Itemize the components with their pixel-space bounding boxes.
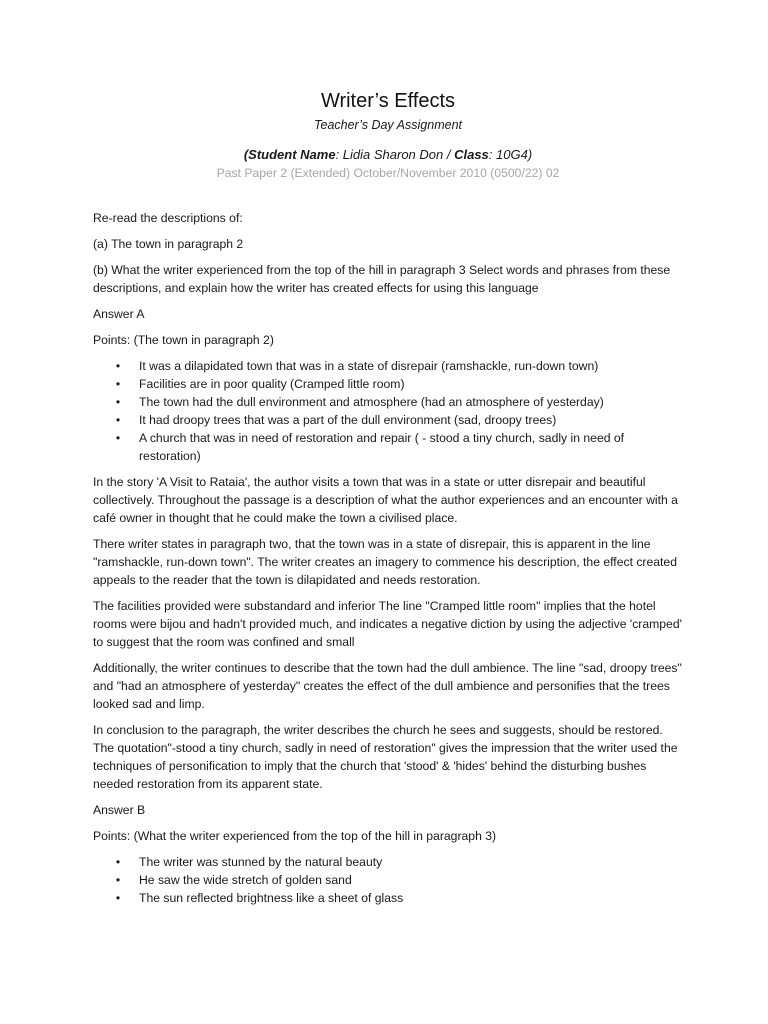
answer-b-heading: Answer B (93, 803, 146, 817)
list-item-text: It was a dilapidated town that was in a state of disrepair (ramshackle, run-down town) (139, 359, 599, 373)
answer-a-points-list (93, 357, 683, 465)
bullet-icon: • (115, 431, 121, 445)
list-item (113, 375, 683, 393)
question-part-a (93, 235, 683, 253)
bullet-icon: • (115, 395, 121, 409)
body-paragraph: There writer states in paragraph two, that the town was in a state of disrepair, this is apparent in the line "ramshackle, run-down town". The writer creates an imagery to commence his description, the effect created appeals to the reader that the town is dilapidated and needs restoration. (93, 537, 677, 587)
answer-b-points-list (93, 853, 683, 907)
bullet-icon: • (115, 855, 121, 869)
student-name-value: : Lidia Sharon Don / (335, 147, 451, 162)
question-intro: Re-read the descriptions of: (93, 211, 243, 225)
list-item-text: He saw the wide stretch of golden sand (139, 873, 352, 887)
part-a-text: The town in paragraph 2 (107, 237, 244, 251)
student-info-line (93, 146, 683, 164)
list-item-text: The sun reflected brightness like a sheet of glass (139, 891, 404, 905)
bullet-icon: • (115, 891, 121, 905)
document-subtitle: Teacher’s Day Assignment (314, 118, 462, 132)
list-item-text: Facilities are in poor quality (Cramped little room) (139, 377, 405, 391)
bullet-icon: • (115, 359, 121, 373)
bullet-icon: • (115, 873, 121, 887)
part-b-text: What the writer experienced from the top of the hill in paragraph 3 Select words and phrases from these descriptions, and explain how the writer has created effects for using this language (93, 263, 671, 295)
document-content (93, 88, 683, 907)
list-item (113, 429, 683, 465)
bullet-icon: • (115, 413, 121, 427)
question-part-b (93, 261, 683, 297)
answer-b-points-label: Points: (What the writer experienced from the top of the hill in paragraph 3) (93, 829, 497, 843)
class-value: : 10G4) (488, 147, 533, 162)
body-paragraph: Additionally, the writer continues to describe that the town had the dull ambience. The line "sad, droopy trees" and "had an atmosphere of yesterday" creates the effect of the dull ambience and personifies that the trees looked sad and limp. (93, 661, 682, 711)
student-name-label: (Student Name (243, 147, 336, 162)
list-item-text: The town had the dull environment and atmosphere (had an atmosphere of yesterday) (139, 395, 604, 409)
body-paragraph: In conclusion to the paragraph, the writer describes the church he sees and suggests, should be restored. The quotation"-stood a tiny church, sadly in need of restoration" gives the impression that the writer used the techniques of personification to imply that the church that 'stood' & 'hides' behind the disturbing bushes needed restoration from its apparent state. (93, 723, 678, 791)
answer-a-points-label: Points: (The town in paragraph 2) (93, 333, 274, 347)
answer-a-heading: Answer A (93, 307, 145, 321)
part-b-label: (b) (93, 263, 108, 277)
list-item (113, 411, 683, 429)
list-item (113, 871, 683, 889)
bullet-icon: • (115, 377, 121, 391)
part-a-label: (a) (93, 237, 108, 251)
list-item (113, 357, 683, 375)
past-paper-reference: Past Paper 2 (Extended) October/November 2010 (0500/22) 02 (216, 166, 560, 180)
list-item-text: A church that was in need of restoration and repair ( - stood a tiny church, sadly in need of restoration) (139, 431, 625, 463)
body-paragraph: In the story 'A Visit to Rataia', the author visits a town that was in a state or utter disrepair and beautiful collectively. Throughout the passage is a description of what the author experiences and an encounter with a café owner in thought that he could make the town a civilised place. (93, 475, 678, 525)
list-item (113, 393, 683, 411)
list-item-text: It had droopy trees that was a part of the dull environment (sad, droopy trees) (139, 413, 557, 427)
document-title: Writer’s Effects (320, 90, 456, 112)
list-item (113, 889, 683, 907)
list-item (113, 853, 683, 871)
class-label: Class (454, 147, 489, 162)
body-paragraph: The facilities provided were substandard and inferior The line "Cramped little room" implies that the hotel rooms were bijou and hadn't provided much, and indicates a negative diction by using the adjective 'cramped' to suggest that the room was confined and small (93, 599, 682, 649)
list-item-text: The writer was stunned by the natural beauty (139, 855, 383, 869)
